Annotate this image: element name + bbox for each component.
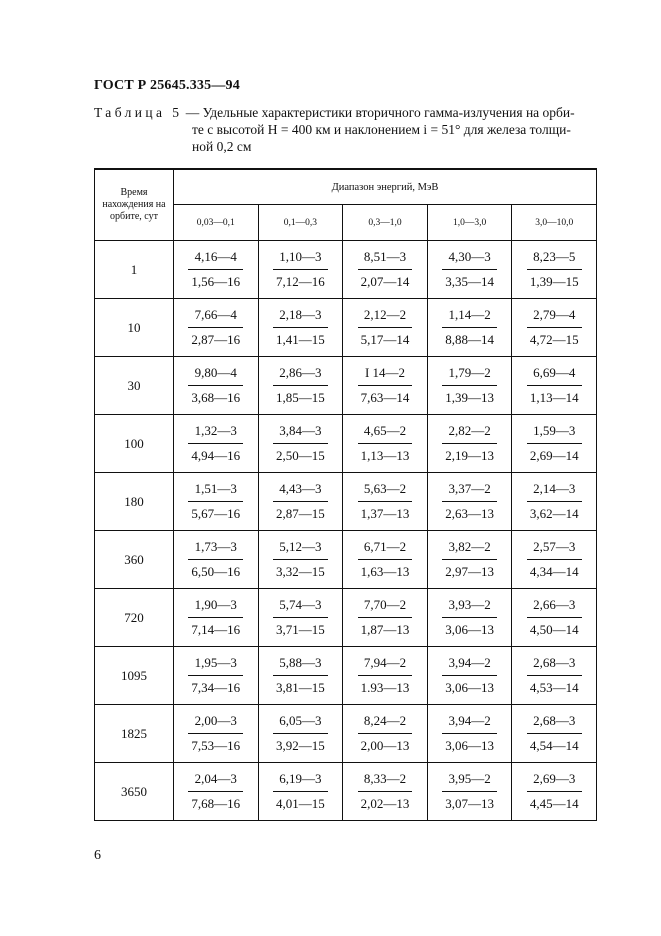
table-row (95, 763, 597, 821)
fraction (273, 771, 328, 812)
value-cell (512, 415, 597, 473)
fraction (358, 307, 413, 348)
time-column-header: Время нахождения на орбите, сут (95, 169, 174, 241)
value-cell (512, 531, 597, 589)
denominator-value: 3,92—15 (276, 738, 325, 753)
fraction (273, 539, 328, 580)
denominator-value: 8,88—14 (445, 332, 494, 347)
denominator-value: 7,68—16 (191, 796, 241, 811)
numerator-value: 3,82—2 (442, 539, 497, 560)
denominator-value: 2,07—14 (360, 274, 410, 289)
denominator-value: 7,53—16 (191, 738, 241, 753)
numerator-value: 7,94—2 (358, 655, 413, 676)
value-cell (174, 357, 259, 415)
denominator-value: 5,17—14 (360, 332, 410, 347)
fraction (527, 423, 582, 464)
denominator-value: 2,02—13 (360, 796, 410, 811)
numerator-value: 3,94—2 (442, 713, 497, 734)
numerator-value: 3,37—2 (442, 481, 497, 502)
energy-column-header: 0,3—1,0 (343, 205, 428, 241)
table-row (95, 647, 597, 705)
value-cell (427, 531, 512, 589)
denominator-value: 4,34—14 (529, 564, 579, 579)
denominator-value: 7,34—16 (191, 680, 241, 695)
numerator-value: 2,14—3 (527, 481, 582, 502)
value-cell (174, 647, 259, 705)
value-cell (174, 589, 259, 647)
denominator-value: 4,94—16 (191, 448, 241, 463)
fraction (273, 307, 328, 348)
fraction (442, 597, 497, 638)
time-cell: 3650 (95, 763, 174, 821)
table-label: Таблица 5 (94, 105, 183, 120)
fraction (273, 249, 328, 290)
value-cell (258, 473, 343, 531)
numerator-value: 2,68—3 (527, 713, 582, 734)
numerator-value: 1,73—3 (188, 539, 243, 560)
time-cell: 10 (95, 299, 174, 357)
numerator-value: 6,05—3 (273, 713, 328, 734)
denominator-value: 3,06—13 (445, 622, 494, 637)
numerator-value: 1,51—3 (188, 481, 243, 502)
denominator-value: 1,39—15 (529, 274, 579, 289)
fraction (273, 655, 328, 696)
fraction (273, 423, 328, 464)
value-cell (258, 299, 343, 357)
value-cell (258, 531, 343, 589)
numerator-value: 2,04—3 (188, 771, 243, 792)
denominator-value: 4,45—14 (529, 796, 579, 811)
table-row (95, 705, 597, 763)
numerator-value: 8,51—3 (358, 249, 413, 270)
denominator-value: 1,13—14 (529, 390, 579, 405)
denominator-value: 7,63—14 (360, 390, 410, 405)
fraction (442, 539, 497, 580)
caption-line-1: — Удельные характеристики вторичного гамма-излучения на орби- (182, 105, 575, 120)
value-cell (512, 357, 597, 415)
fraction (358, 771, 413, 812)
energy-column-header: 0,1—0,3 (258, 205, 343, 241)
fraction (527, 307, 582, 348)
numerator-value: 2,68—3 (527, 655, 582, 676)
value-cell (427, 763, 512, 821)
fraction (442, 365, 497, 406)
numerator-value: 1,95—3 (188, 655, 243, 676)
value-cell (174, 473, 259, 531)
numerator-value: 2,12—2 (358, 307, 413, 328)
denominator-value: 1,39—13 (445, 390, 494, 405)
fraction (188, 481, 243, 522)
value-cell (343, 241, 428, 299)
fraction (358, 249, 413, 290)
energy-column-header: 3,0—10,0 (512, 205, 597, 241)
denominator-value: 1,85—15 (276, 390, 325, 405)
denominator-value: 3,62—14 (529, 506, 579, 521)
denominator-value: 7,12—16 (276, 274, 325, 289)
value-cell (174, 241, 259, 299)
numerator-value: 9,80—4 (188, 365, 243, 386)
table-row (95, 531, 597, 589)
fraction (442, 771, 497, 812)
numerator-value: I 14—2 (358, 365, 413, 386)
value-cell (174, 299, 259, 357)
energy-column-header: 1,0—3,0 (427, 205, 512, 241)
denominator-value: 1,56—16 (191, 274, 241, 289)
denominator-value: 2,00—13 (360, 738, 410, 753)
denominator-value: 1,87—13 (360, 622, 410, 637)
value-cell (258, 705, 343, 763)
denominator-value: 3,71—15 (276, 622, 325, 637)
time-cell: 100 (95, 415, 174, 473)
value-cell (258, 647, 343, 705)
energy-range-header: Диапазон энергий, МэВ (174, 169, 597, 205)
table-row (95, 357, 597, 415)
denominator-value: 3,35—14 (445, 274, 494, 289)
denominator-value: 4,53—14 (529, 680, 579, 695)
numerator-value: 5,12—3 (273, 539, 328, 560)
value-cell (258, 357, 343, 415)
value-cell (343, 705, 428, 763)
time-cell: 180 (95, 473, 174, 531)
fraction (527, 655, 582, 696)
fraction (527, 539, 582, 580)
fraction (188, 249, 243, 290)
value-cell (512, 473, 597, 531)
caption-line-3: ной 0,2 см (192, 139, 252, 154)
denominator-value: 6,50—16 (191, 564, 241, 579)
value-cell (512, 763, 597, 821)
time-cell: 720 (95, 589, 174, 647)
value-cell (427, 647, 512, 705)
table-row (95, 241, 597, 299)
fraction (188, 365, 243, 406)
value-cell (427, 357, 512, 415)
numerator-value: 3,84—3 (273, 423, 328, 444)
denominator-value: 2,69—14 (529, 448, 579, 463)
denominator-value: 3,68—16 (191, 390, 241, 405)
fraction (358, 481, 413, 522)
denominator-value: 1,37—13 (360, 506, 410, 521)
denominator-value: 2,87—16 (191, 332, 241, 347)
numerator-value: 1,79—2 (442, 365, 497, 386)
value-cell (343, 763, 428, 821)
value-cell (174, 705, 259, 763)
table-row (95, 299, 597, 357)
fraction (273, 597, 328, 638)
denominator-value: 3,07—13 (445, 796, 494, 811)
fraction (442, 249, 497, 290)
table-row (95, 589, 597, 647)
fraction (188, 597, 243, 638)
value-cell (512, 299, 597, 357)
numerator-value: 2,18—3 (273, 307, 328, 328)
denominator-value: 3,32—15 (276, 564, 325, 579)
value-cell (512, 705, 597, 763)
fraction (358, 365, 413, 406)
table-caption (94, 104, 604, 155)
time-cell: 30 (95, 357, 174, 415)
fraction (188, 539, 243, 580)
fraction (527, 713, 582, 754)
fraction (442, 423, 497, 464)
value-cell (343, 473, 428, 531)
energy-column-header: 0,03—0,1 (174, 205, 259, 241)
numerator-value: 5,63—2 (358, 481, 413, 502)
value-cell (258, 415, 343, 473)
denominator-value: 1,63—13 (360, 564, 410, 579)
numerator-value: 2,57—3 (527, 539, 582, 560)
numerator-value: 4,30—3 (442, 249, 497, 270)
fraction (527, 597, 582, 638)
value-cell (258, 241, 343, 299)
value-cell (427, 589, 512, 647)
denominator-value: 2,19—13 (445, 448, 494, 463)
value-cell (427, 415, 512, 473)
time-cell: 1095 (95, 647, 174, 705)
fraction (358, 423, 413, 464)
numerator-value: 3,93—2 (442, 597, 497, 618)
denominator-value: 2,50—15 (276, 448, 325, 463)
denominator-value: 2,87—15 (276, 506, 325, 521)
fraction (273, 713, 328, 754)
fraction (188, 423, 243, 464)
value-cell (343, 647, 428, 705)
fraction (358, 655, 413, 696)
table-row (95, 415, 597, 473)
fraction (527, 365, 582, 406)
value-cell (174, 415, 259, 473)
fraction (527, 481, 582, 522)
denominator-value: 3,81—15 (276, 680, 325, 695)
denominator-value: 3,06—13 (445, 738, 494, 753)
denominator-value: 3,06—13 (445, 680, 494, 695)
value-cell (343, 299, 428, 357)
fraction (527, 249, 582, 290)
denominator-value: 5,67—16 (191, 506, 241, 521)
denominator-value: 4,50—14 (529, 622, 579, 637)
value-cell (427, 705, 512, 763)
value-cell (427, 473, 512, 531)
numerator-value: 2,66—3 (527, 597, 582, 618)
value-cell (427, 241, 512, 299)
numerator-value: 6,71—2 (358, 539, 413, 560)
denominator-value: 4,72—15 (529, 332, 579, 347)
numerator-value: 3,95—2 (442, 771, 497, 792)
time-cell: 1825 (95, 705, 174, 763)
data-table (94, 168, 597, 821)
numerator-value: 5,74—3 (273, 597, 328, 618)
numerator-value: 2,86—3 (273, 365, 328, 386)
time-cell: 360 (95, 531, 174, 589)
fraction (358, 597, 413, 638)
value-cell (343, 589, 428, 647)
numerator-value: 8,33—2 (358, 771, 413, 792)
numerator-value: 8,24—2 (358, 713, 413, 734)
denominator-value: 2,63—13 (445, 506, 494, 521)
fraction (358, 539, 413, 580)
fraction (527, 771, 582, 812)
denominator-value: 2,97—13 (445, 564, 494, 579)
fraction (273, 365, 328, 406)
denominator-value: 4,54—14 (529, 738, 579, 753)
fraction (188, 655, 243, 696)
numerator-value: 2,69—3 (527, 771, 582, 792)
numerator-value: 1,59—3 (527, 423, 582, 444)
numerator-value: 2,82—2 (442, 423, 497, 444)
value-cell (343, 357, 428, 415)
page-number: 6 (94, 848, 101, 863)
numerator-value: 1,90—3 (188, 597, 243, 618)
value-cell (258, 589, 343, 647)
value-cell (512, 241, 597, 299)
fraction (188, 307, 243, 348)
numerator-value: 8,23—5 (527, 249, 582, 270)
numerator-value: 4,16—4 (188, 249, 243, 270)
numerator-value: 2,00—3 (188, 713, 243, 734)
fraction (442, 713, 497, 754)
numerator-value: 6,69—4 (527, 365, 582, 386)
numerator-value: 7,70—2 (358, 597, 413, 618)
value-cell (343, 415, 428, 473)
value-cell (343, 531, 428, 589)
numerator-value: 2,79—4 (527, 307, 582, 328)
value-cell (512, 589, 597, 647)
value-cell (174, 531, 259, 589)
fraction (442, 655, 497, 696)
numerator-value: 1,14—2 (442, 307, 497, 328)
value-cell (427, 299, 512, 357)
fraction (358, 713, 413, 754)
denominator-value: 4,01—15 (276, 796, 325, 811)
denominator-value: 1,13—13 (360, 448, 410, 463)
caption-line-2: те с высотой H = 400 км и наклонением i = 51° для железа толщи- (192, 122, 571, 137)
value-cell (512, 647, 597, 705)
fraction (442, 307, 497, 348)
denominator-value: 1.93—13 (360, 680, 410, 695)
numerator-value: 3,94—2 (442, 655, 497, 676)
table-row (95, 473, 597, 531)
document-header: ГОСТ Р 25645.335—94 (94, 78, 240, 93)
fraction (442, 481, 497, 522)
denominator-value: 1,41—15 (276, 332, 325, 347)
fraction (273, 481, 328, 522)
value-cell (258, 763, 343, 821)
fraction (188, 713, 243, 754)
time-cell: 1 (95, 241, 174, 299)
denominator-value: 7,14—16 (191, 622, 241, 637)
numerator-value: 4,65—2 (358, 423, 413, 444)
value-cell (174, 763, 259, 821)
numerator-value: 4,43—3 (273, 481, 328, 502)
numerator-value: 5,88—3 (273, 655, 328, 676)
fraction (188, 771, 243, 812)
numerator-value: 7,66—4 (188, 307, 243, 328)
numerator-value: 1,32—3 (188, 423, 243, 444)
numerator-value: 6,19—3 (273, 771, 328, 792)
numerator-value: 1,10—3 (273, 249, 328, 270)
